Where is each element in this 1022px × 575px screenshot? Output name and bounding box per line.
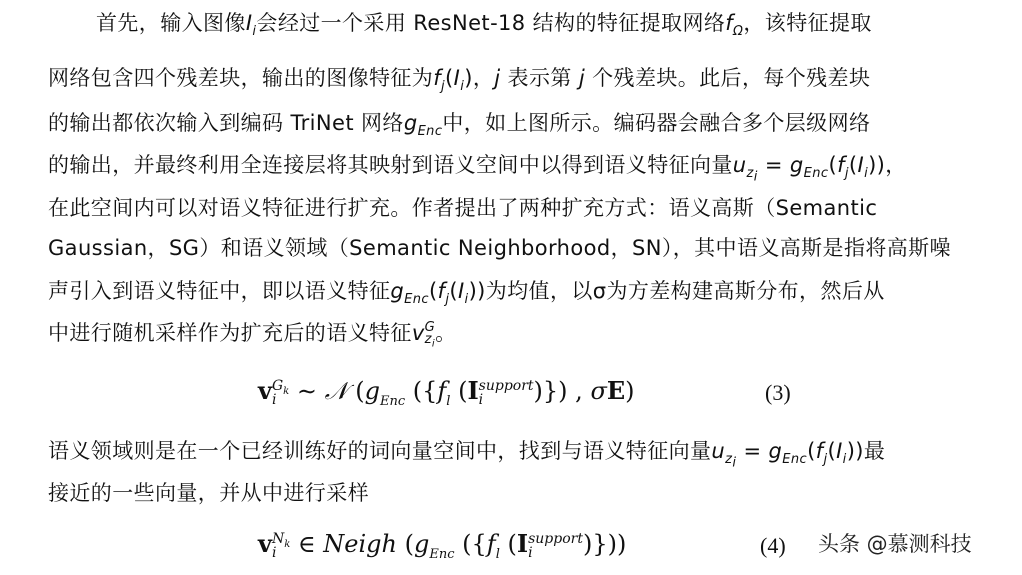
math-superscript-sub: k — [283, 385, 290, 397]
math-symbol: I — [457, 279, 465, 303]
math-superscript-sub: k — [284, 538, 291, 550]
text-run: 的输出都依次输入到编码 TriNet 网络 — [48, 111, 404, 135]
math-paren: ( — [347, 377, 365, 405]
math-operator: ∼ — [289, 377, 325, 405]
math-paren: ({ — [405, 377, 438, 405]
math-symbol: f — [815, 439, 824, 463]
text-run: 个残差块。此后，每个残差块 — [585, 66, 871, 90]
paragraph-1-line-7 — [48, 276, 885, 306]
math-subscript: i — [528, 544, 533, 561]
math-subscript: l — [446, 393, 451, 409]
text-run: 中，如上图所示。编码器会融合多个层级网络 — [442, 111, 871, 135]
math-symbol: 𝒩 — [324, 377, 348, 405]
math-subscript: j — [823, 452, 828, 468]
math-subscript-base: z — [424, 332, 432, 347]
math-paren: ( — [428, 279, 438, 303]
math-symbol: f — [437, 377, 447, 405]
math-symbol: g — [403, 111, 418, 135]
math-subscript-sub: i — [753, 169, 758, 185]
math-subscript: i — [252, 24, 257, 40]
math-symbol: I — [516, 529, 529, 558]
math-subscript: l — [495, 546, 500, 562]
math-subscript: Enc — [429, 546, 455, 562]
math-subscript: Ω — [733, 24, 744, 40]
text-run: 首先，输入图像 — [96, 11, 246, 35]
math-subscript: j — [445, 292, 450, 308]
math-subscript: i — [478, 391, 484, 408]
paragraph-1-line-3 — [48, 108, 870, 138]
math-symbol: g — [414, 530, 430, 558]
math-subscript — [725, 452, 737, 471]
math-symbol: g — [364, 377, 380, 405]
math-subscript: j — [844, 166, 849, 182]
math-symbol: v — [258, 376, 272, 405]
math-symbol: f — [725, 11, 734, 35]
math-symbol: I — [453, 66, 461, 90]
math-subscript — [746, 166, 758, 185]
paragraph-1-line-6: Gaussian，SG）和语义领域（Semantic Neighborhood，SN），其中语义高斯是指将高斯噪 — [48, 236, 951, 260]
math-paren: ( — [827, 439, 837, 463]
text-run: 中进行随机采样作为扩充后的语义特征 — [48, 321, 412, 345]
math-subscript: Enc — [417, 124, 443, 140]
math-paren: ( — [445, 66, 454, 90]
math-subscript: Enc — [379, 393, 406, 409]
text-run: 为均值，以σ为方差构建高斯分布，然后从 — [485, 279, 885, 303]
paragraph-2-line-1 — [48, 436, 886, 471]
math-symbol: f — [437, 279, 446, 303]
equation-4 — [258, 527, 626, 561]
paragraph-1-line-1 — [96, 8, 872, 38]
math-symbol: I — [836, 439, 843, 463]
math-subscript: i — [464, 292, 469, 308]
math-paren: ) — [625, 377, 635, 405]
math-paren: ) — [464, 66, 473, 90]
math-symbol: g — [789, 153, 804, 177]
math-sup-sub-stack — [479, 379, 534, 407]
paragraph-2-line-2: 接近的一些向量，并从中进行采样 — [48, 481, 369, 505]
paragraph-1-line-4 — [48, 150, 907, 185]
math-symbol: v — [258, 529, 272, 558]
text-run: 语义领域则是在一个已经训练好的词向量空间中，找到与语义特征向量 — [48, 439, 712, 463]
equation-3-number: (3) — [765, 380, 791, 405]
equation-3 — [258, 374, 635, 408]
math-subscript-sub: i — [431, 338, 436, 350]
math-subscript-base: z — [746, 166, 754, 182]
math-paren: )) — [468, 279, 486, 303]
math-subscript: Enc — [782, 452, 808, 468]
text-run: ， — [472, 66, 495, 90]
math-subscript: i — [460, 79, 465, 95]
paragraph-1-line-2 — [48, 63, 870, 93]
math-symbol: f — [486, 530, 496, 558]
math-paren: ( — [450, 377, 468, 405]
math-paren: ( — [449, 279, 458, 303]
math-superscript — [271, 530, 291, 550]
math-paren: )}) , — [533, 377, 591, 405]
math-subscript: i — [842, 452, 847, 468]
paragraph-1-line-8 — [48, 318, 457, 348]
text-run: 最 — [863, 439, 886, 463]
math-symbol: f — [837, 153, 845, 177]
text-run: ， — [885, 153, 907, 177]
math-operator: ∈ — [290, 530, 324, 558]
text-run: 声引入到语义特征中，即以语义特征 — [48, 279, 391, 303]
math-paren: )) — [868, 153, 886, 177]
text-run: 的输出，并最终利用全连接层将其映射到语义空间中以得到语义特征向量 — [48, 153, 733, 177]
math-symbol: j — [494, 66, 501, 90]
text-run: 。 — [435, 321, 457, 345]
math-sup-sub-stack — [528, 532, 583, 560]
math-superscript: G — [424, 320, 436, 335]
text-run: 表示第 — [500, 66, 579, 90]
math-paren: ( — [828, 153, 838, 177]
math-paren: )})) — [582, 530, 627, 558]
math-operator: = — [736, 439, 769, 463]
math-symbol: σ — [590, 377, 607, 405]
text-run: 网络包含四个残差块，输出的图像特征为 — [48, 66, 434, 90]
math-subscript: j — [441, 79, 446, 95]
math-symbol: g — [768, 439, 783, 463]
math-superscript: support — [528, 530, 583, 547]
math-sup-sub-stack — [272, 532, 290, 560]
text-run: 会经过一个采用 ResNet-18 结构的特征提取网络 — [256, 11, 726, 35]
math-symbol: g — [390, 279, 405, 303]
math-subscript: Enc — [404, 292, 429, 308]
math-sup-sub-stack — [272, 379, 289, 407]
math-paren: )) — [846, 439, 864, 463]
math-symbol: j — [578, 66, 586, 90]
math-subscript: i — [271, 544, 277, 561]
math-paren: ({ — [454, 530, 487, 558]
math-symbol: u — [711, 439, 726, 463]
math-superscript-base: G — [271, 377, 284, 394]
math-paren: ( — [807, 439, 816, 463]
math-function: Neigh — [323, 530, 397, 558]
math-superscript: support — [478, 377, 534, 394]
math-symbol: v — [411, 321, 425, 345]
math-sup-sub-stack — [424, 320, 436, 350]
math-superscript — [271, 377, 290, 397]
math-subscript: i — [271, 391, 277, 408]
equation-4-number: (4) — [760, 533, 786, 558]
math-paren: ( — [397, 530, 414, 558]
math-symbol: I — [245, 11, 253, 35]
math-subscript — [424, 332, 436, 350]
math-subscript-base: z — [725, 452, 733, 468]
text-run: ，该特征提取 — [743, 11, 872, 35]
math-operator: = — [757, 153, 790, 177]
math-symbol: f — [433, 66, 441, 90]
paragraph-1-line-5: 在此空间内可以对语义特征进行扩充。作者提出了两种扩充方式：语义高斯（Semantic — [48, 196, 878, 220]
math-paren: ( — [848, 153, 858, 177]
math-subscript-sub: i — [732, 455, 737, 471]
math-subscript: Enc — [803, 166, 829, 182]
math-superscript-base: N — [271, 530, 285, 547]
watermark-text: 头条 @慕测科技 — [818, 532, 972, 556]
math-subscript: i — [864, 166, 869, 182]
math-symbol: u — [732, 153, 747, 177]
math-paren: ( — [499, 530, 517, 558]
math-symbol: E — [606, 376, 626, 405]
math-symbol: I — [467, 376, 479, 405]
math-symbol: I — [857, 153, 865, 177]
